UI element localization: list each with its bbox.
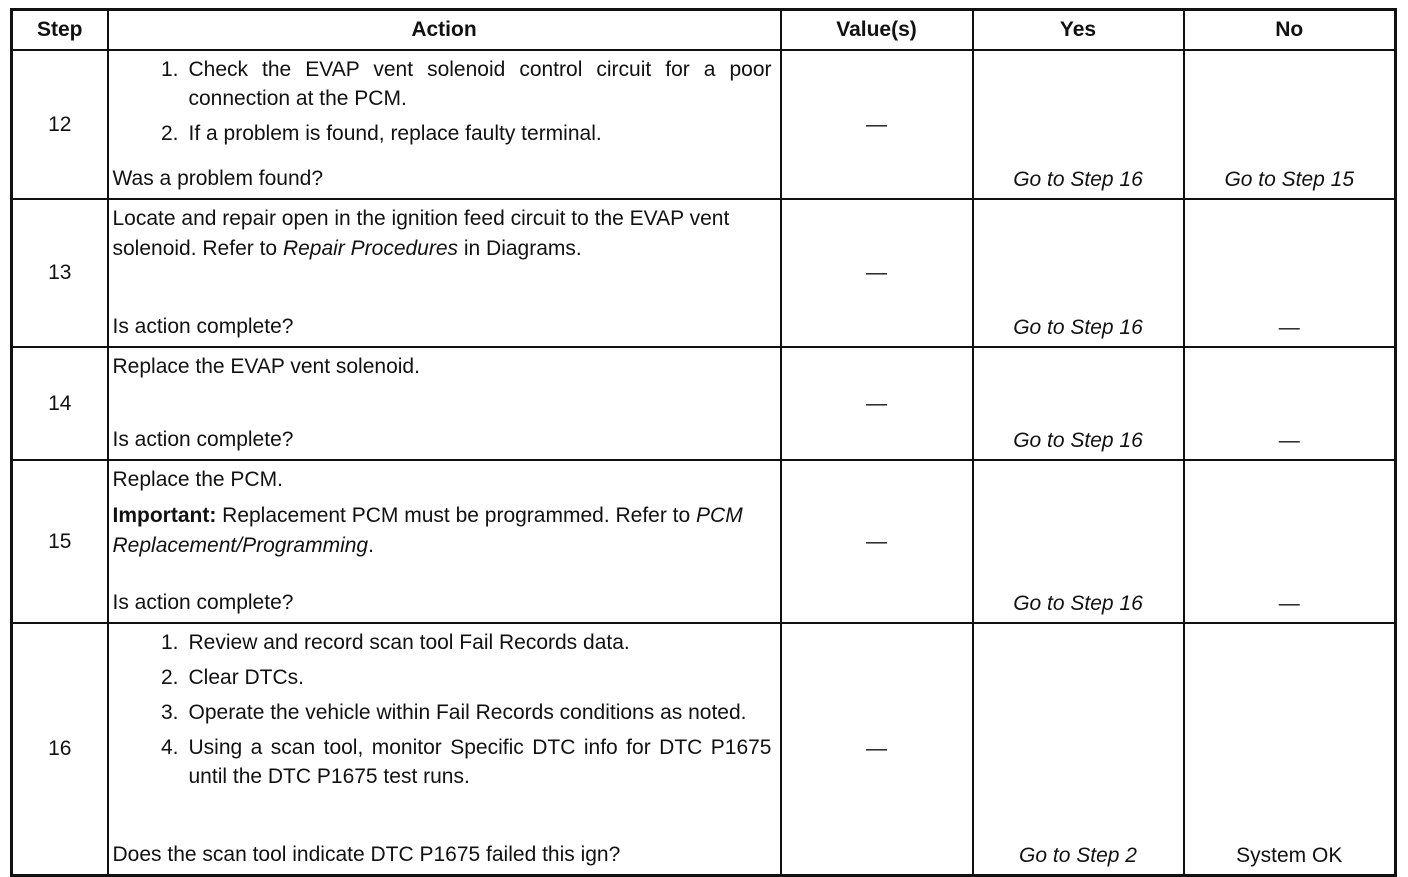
table-row — [12, 199, 1396, 347]
header-values: Value(s) — [781, 10, 973, 51]
action-question: Is action complete? — [112, 428, 294, 451]
important-label: Important: — [112, 504, 217, 527]
value-cell: — — [781, 623, 973, 876]
item-text: Operate the vehicle within Fail Records conditions as noted. — [188, 701, 747, 724]
list-item — [113, 733, 772, 791]
table-row — [12, 460, 1396, 623]
header-action: Action — [108, 10, 781, 51]
item-number: 1. — [160, 58, 179, 81]
no-cell: — — [1184, 199, 1396, 347]
header-step: Step — [12, 10, 108, 51]
item-text: If a problem is found, replace faulty terminal. — [188, 122, 602, 145]
step-number: 13 — [12, 199, 108, 347]
action-cell — [108, 347, 781, 460]
no-cell: — — [1184, 460, 1396, 623]
step-number: 15 — [12, 460, 108, 623]
list-item — [113, 119, 772, 148]
yes-cell: Go to Step 16 — [973, 50, 1184, 199]
item-number: 3. — [160, 701, 179, 724]
important-text: Replacement PCM must be programmed. Refer to — [216, 504, 697, 527]
item-number: 1. — [160, 631, 179, 654]
diagnostic-table-page — [10, 8, 1394, 867]
action-cell — [108, 623, 781, 876]
item-number: 4. — [160, 736, 179, 759]
table-header-row — [12, 10, 1396, 51]
list-item — [113, 663, 772, 692]
important-end: . — [368, 534, 374, 557]
yes-cell: Go to Step 16 — [973, 199, 1184, 347]
yes-cell: Go to Step 16 — [973, 347, 1184, 460]
important-note — [113, 501, 772, 561]
item-number: 2. — [160, 666, 179, 689]
table-row — [12, 623, 1396, 876]
yes-cell: Go to Step 16 — [973, 460, 1184, 623]
action-step-list — [113, 55, 772, 154]
action-question: Is action complete? — [112, 315, 294, 338]
list-item — [113, 55, 772, 113]
item-text: Clear DTCs. — [188, 666, 305, 689]
action-text-start: Locate and repair open in the ignition feed circuit to the EVAP vent solenoid. Refer to — [112, 207, 730, 260]
item-text: Check the EVAP vent solenoid control circuit for a poor connection at the PCM. — [188, 58, 772, 110]
value-cell: — — [781, 460, 973, 623]
item-text: Review and record scan tool Fail Records data. — [188, 631, 630, 654]
no-cell: — — [1184, 347, 1396, 460]
action-text-reference: Repair Procedures — [282, 237, 459, 260]
action-cell — [108, 50, 781, 199]
action-question: Does the scan tool indicate DTC P1675 failed this ign? — [112, 843, 621, 866]
no-cell: System OK — [1184, 623, 1396, 876]
action-cell — [108, 460, 781, 623]
diagnostic-table — [10, 8, 1397, 877]
header-no: No — [1184, 10, 1396, 51]
action-text: Replace the PCM. — [112, 468, 283, 491]
action-question: Was a problem found? — [112, 167, 324, 190]
step-number: 14 — [12, 347, 108, 460]
action-text: Replace the EVAP vent solenoid. — [112, 355, 420, 378]
value-cell: — — [781, 50, 973, 199]
no-cell: Go to Step 15 — [1184, 50, 1396, 199]
important-reference: PCM Replacement/Programming — [112, 504, 743, 557]
table-row — [12, 347, 1396, 460]
list-item — [113, 628, 772, 657]
value-cell: — — [781, 199, 973, 347]
table-row — [12, 50, 1396, 199]
item-number: 2. — [160, 122, 179, 145]
list-item — [113, 698, 772, 727]
item-text: Using a scan tool, monitor Specific DTC info for DTC P1675 until the DTC P1675 test runs. — [188, 736, 772, 788]
header-yes: Yes — [973, 10, 1184, 51]
action-text-end: in Diagrams. — [458, 237, 582, 260]
action-cell — [108, 199, 781, 347]
action-question: Is action complete? — [112, 591, 294, 614]
step-number: 12 — [12, 50, 108, 199]
action-text — [113, 204, 772, 264]
step-number: 16 — [12, 623, 108, 876]
action-step-list — [113, 628, 772, 797]
value-cell: — — [781, 347, 973, 460]
yes-cell: Go to Step 2 — [973, 623, 1184, 876]
